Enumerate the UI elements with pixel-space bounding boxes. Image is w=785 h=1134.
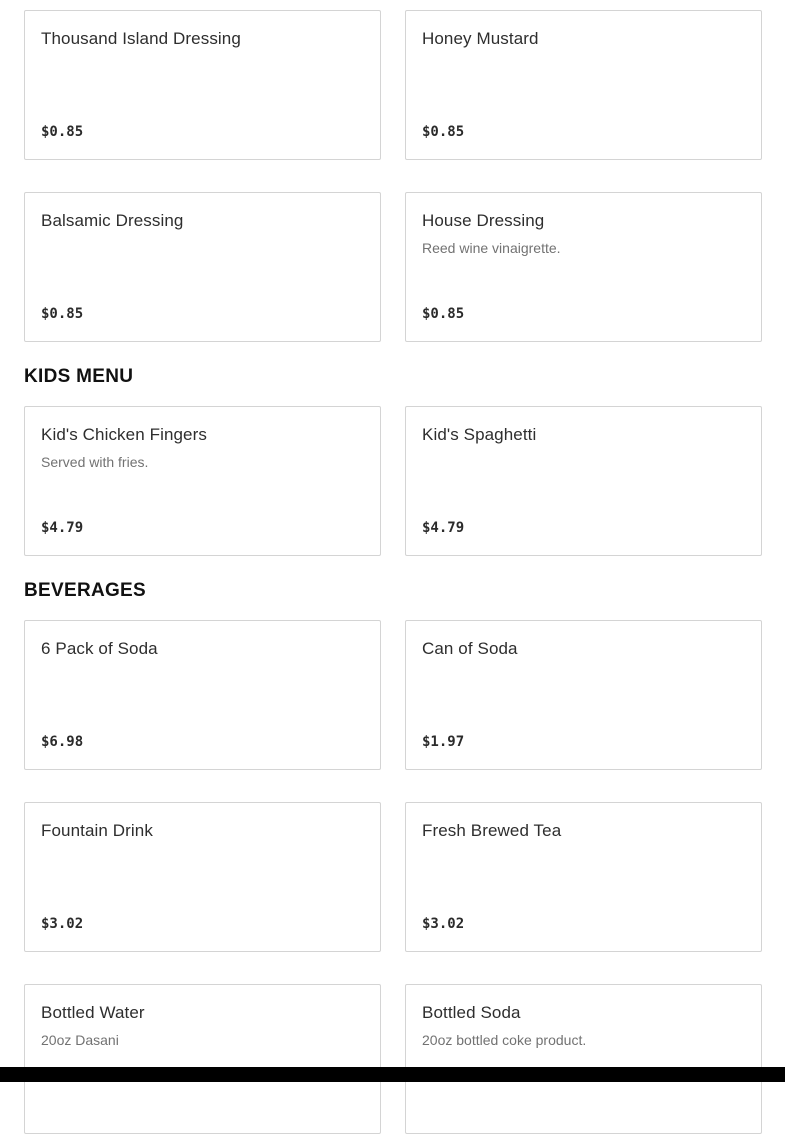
- menu-item-card[interactable]: [24, 620, 381, 770]
- menu-item-name: 6 Pack of Soda: [41, 639, 158, 658]
- section-title-kids-menu: KIDS MENU: [24, 366, 134, 387]
- menu-item-name: Bottled Soda: [422, 1003, 521, 1022]
- menu-item-card[interactable]: [24, 10, 381, 160]
- menu-item-price: $0.85: [41, 124, 84, 140]
- menu-item-name: Can of Soda: [422, 639, 518, 658]
- menu-item-card[interactable]: [405, 10, 762, 160]
- menu-item-name: Thousand Island Dressing: [41, 29, 241, 48]
- menu-item-card[interactable]: [24, 802, 381, 952]
- menu-item-name: Fountain Drink: [41, 821, 153, 840]
- menu-item-card[interactable]: [405, 620, 762, 770]
- menu-item-card[interactable]: [405, 802, 762, 952]
- menu-item-name: Bottled Water: [41, 1003, 145, 1022]
- menu-item-card[interactable]: [24, 406, 381, 556]
- menu-item-description: 20oz bottled coke product.: [422, 1032, 587, 1048]
- menu-item-price: $0.85: [41, 306, 84, 322]
- menu-item-name: Fresh Brewed Tea: [422, 821, 562, 840]
- menu-item-card[interactable]: [24, 192, 381, 342]
- menu-item-description: Served with fries.: [41, 454, 149, 470]
- menu-item-name: Honey Mustard: [422, 29, 539, 48]
- menu-item-card[interactable]: [405, 406, 762, 556]
- menu-item-name: Kid's Chicken Fingers: [41, 425, 207, 444]
- menu-item-card[interactable]: [405, 192, 762, 342]
- menu-item-description: Reed wine vinaigrette.: [422, 240, 561, 256]
- menu-item-price: $0.85: [422, 124, 465, 140]
- menu-item-description: 20oz Dasani: [41, 1032, 119, 1048]
- bottom-bar: [0, 1067, 785, 1082]
- menu-item-price: $6.98: [41, 734, 84, 750]
- menu-item-price: $1.97: [422, 734, 465, 750]
- menu-item-name: House Dressing: [422, 211, 545, 230]
- menu-item-card[interactable]: [24, 984, 381, 1134]
- menu-item-price: $3.02: [41, 916, 84, 932]
- menu-item-name: Kid's Spaghetti: [422, 425, 537, 444]
- menu-item-name: Balsamic Dressing: [41, 211, 184, 230]
- menu-item-price: $4.79: [41, 520, 84, 536]
- menu-item-price: $0.85: [422, 306, 465, 322]
- menu-item-card[interactable]: [405, 984, 762, 1134]
- section-title-beverages: BEVERAGES: [24, 580, 147, 601]
- menu-item-price: $4.79: [422, 520, 465, 536]
- menu-item-price: $3.02: [422, 916, 465, 932]
